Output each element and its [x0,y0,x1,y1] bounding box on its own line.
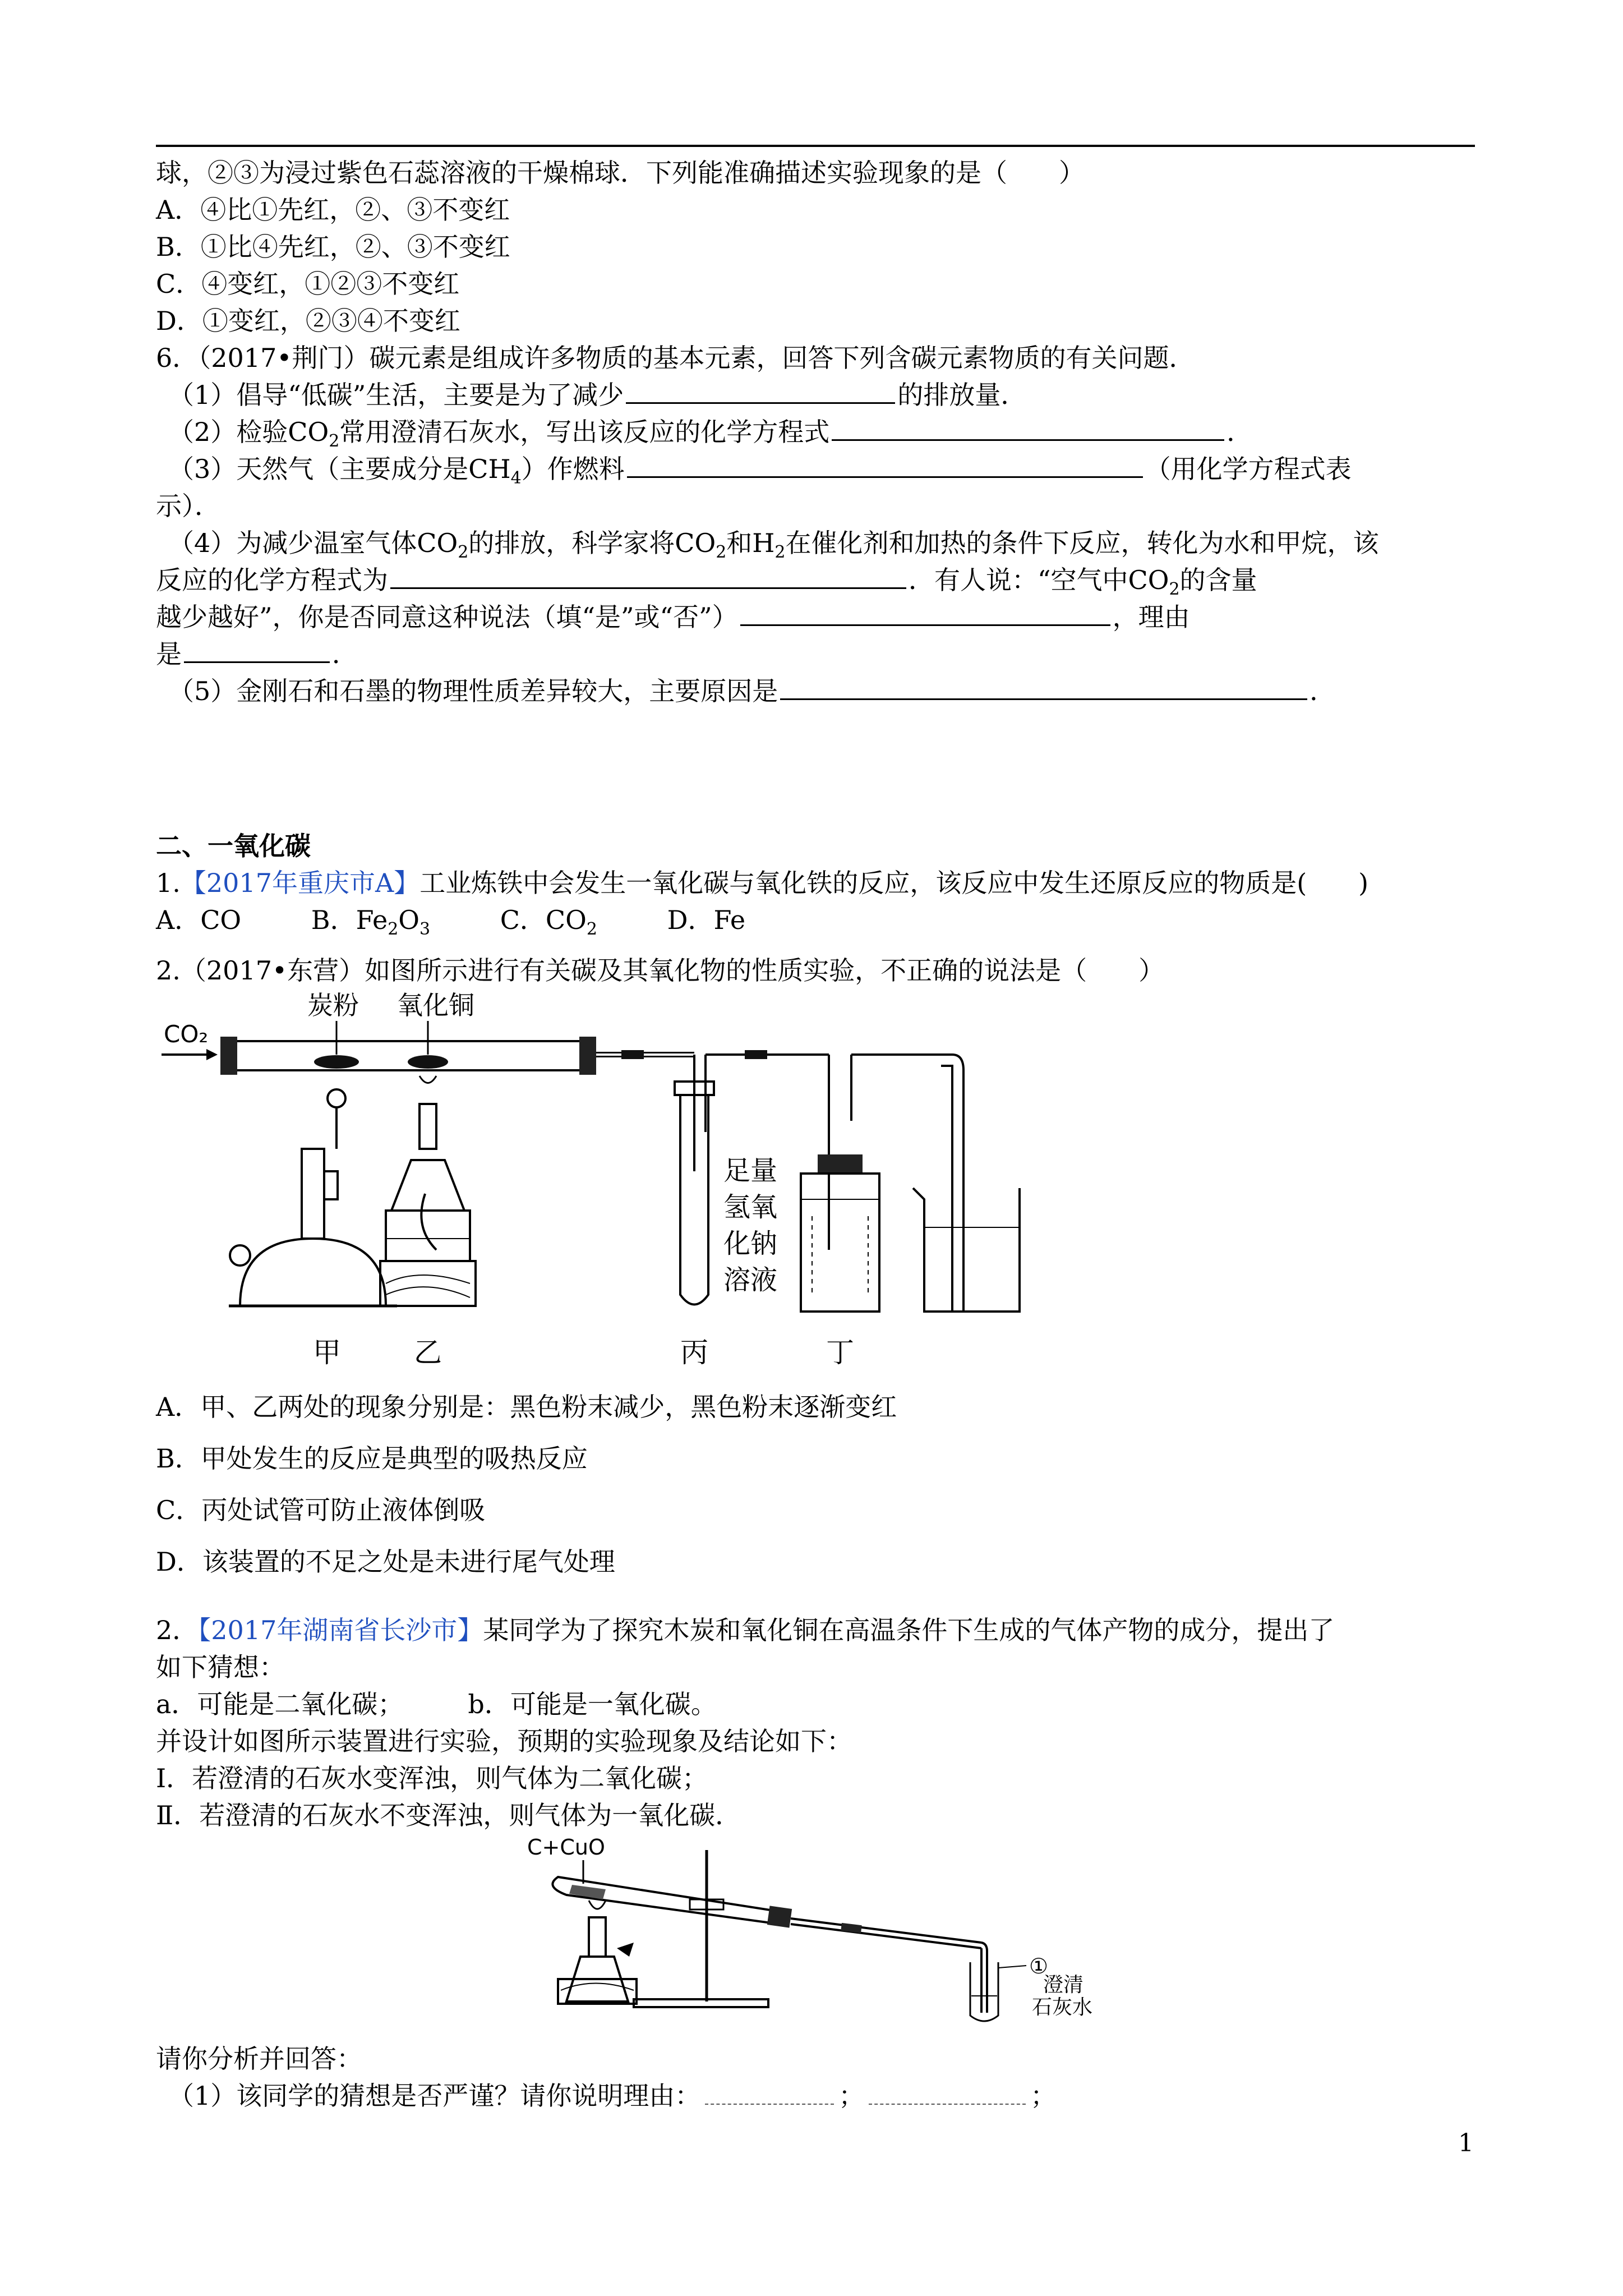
fig2-mark-1: ① [1029,1954,1049,1978]
co-q1-source: 【2017年重庆市A】 [180,868,420,898]
co-q1-option-b-text2: O [398,905,420,935]
q5-option-d: D．①变红，②③④不变红 [156,306,460,336]
q6-part4-text8: 越少越好”，你是否同意这种说法（填“是”或“否”） [156,602,738,632]
fig1-naoh-3: 化钠 [723,1228,778,1259]
answer-blank[interactable] [740,602,1110,626]
cs-q-part1-tail: ； [1030,2081,1057,2111]
cs-q-conclusion-1: Ⅰ．若澄清的石灰水变浑浊，则气体为二氧化碳； [156,1763,708,1793]
answer-blank[interactable] [869,2081,1026,2105]
q5-option-c: C．④变红，①②③不变红 [156,269,460,299]
fig1-label-jia: 甲 [313,1336,341,1369]
co-q1-option-b-text: B．Fe [311,905,388,935]
q6-part4-text7: 的含量 [1179,565,1257,595]
subscript: 2 [716,542,727,563]
cs-q-guess: a．可能是二氧化碳； b．可能是一氧化碳。 [156,1689,717,1719]
fig1-naoh-4: 溶液 [723,1264,778,1296]
fig2-reactant-label: C+CuO [527,1835,605,1860]
section-title: 二、一氧化碳 [156,831,311,861]
answer-blank[interactable] [184,639,330,663]
answer-blank[interactable] [626,380,895,404]
co-q1-option-b [311,905,431,940]
fig1-cuo-label: 氧化铜 [397,992,474,1020]
q6-part4-line3 [156,600,1190,634]
subscript: 2 [329,431,340,452]
fig1-naoh-1: 足量 [723,1155,778,1186]
cs-q-part1-sep: ； [838,2081,865,2111]
q5-option-b: B．①比④先红，②、③不变红 [156,232,510,262]
q6-part4-text4: 在催化剂和加热的条件下反应，转化为水和甲烷，该 [785,528,1379,558]
q6-part4-text10: 是 [156,639,182,669]
q6-part2-tail: ． [1227,417,1253,447]
co-q1-option-d: D．Fe [667,905,746,935]
answer-blank[interactable] [780,676,1307,700]
q6-part1-text: （1）倡导“低碳”生活，主要是为了减少 [168,380,624,410]
q6-part3-cont: 示）． [156,491,220,521]
apparatus-figure-1 [156,992,1031,1379]
q6-part3 [168,452,1352,495]
fig1-carbon-label: 炭粉 [307,992,359,1020]
q6-part2-text: （2）检验CO [168,417,329,447]
q6-part4-text5: 反应的化学方程式为 [156,565,388,595]
subscript: 2 [774,542,786,563]
answer-blank[interactable] [390,565,906,589]
answer-blank[interactable] [627,454,1143,478]
subscript: 2 [388,919,399,940]
q6-part4-tail: ． [332,639,358,669]
co-q1-option-c [500,905,597,940]
q6-part4-text9: ，理由 [1112,602,1190,632]
q6-part2-text2: 常用澄清石灰水，写出该反应的化学方程式 [339,417,830,447]
fig1-naoh-2: 氢氧 [723,1191,778,1223]
co-q1-stem [156,866,1368,900]
cs-q-part1-text: （1）该同学的猜想是否严谨？请你说明理由： [168,2081,701,2111]
co-q1-text: 工业炼铁中会发生一氧化碳与氧化铁的反应，该反应中发生还原反应的物质是( ) [419,868,1369,898]
q6-part5 [168,674,1335,708]
q6-part4-text3: 和H [726,528,775,558]
co-q2-option-b: B．甲处发生的反应是典型的吸热反应 [156,1443,588,1474]
co-q1-number: 1. [156,868,181,898]
subscript: 3 [419,919,431,940]
apparatus-figure-2 [505,1833,1166,2024]
co-q2-stem: 2.（2017•东营）如图所示进行有关碳及其氧化物的性质实验，不正确的说法是（ ） [156,955,1165,986]
q6-part4-text: （4）为减少温室气体CO [168,528,458,558]
fig1-label-yi: 乙 [414,1336,442,1369]
fig1-label-bing: 丙 [680,1336,708,1369]
answer-blank[interactable] [832,417,1224,441]
cs-q-design: 并设计如图所示装置进行实验，预期的实验现象及结论如下： [156,1726,852,1756]
fig2-lime-label-1: 澄清 [1043,1973,1084,1996]
subscript: 4 [510,468,522,489]
q6-part3-text2: ）作燃料 [521,454,625,484]
q6-part1 [168,378,1026,412]
page-number: 1 [1458,2129,1474,2157]
q6-part4-text6: ．有人说：“空气中CO [909,565,1169,595]
q6-part5-tail: ． [1310,676,1336,706]
co-q2-option-a: A．甲、乙两处的现象分别是：黑色粉末减少，黑色粉末逐渐变红 [156,1392,897,1422]
q5-stem: 球，②③为浸过紫色石蕊溶液的干燥棉球．下列能准确描述实验现象的是（ ） [156,158,1085,188]
q6-part4-text2: 的排放，科学家将CO [468,528,716,558]
q6-stem: 6．（2017•荆门）碳元素是组成许多物质的基本元素，回答下列含碳元素物质的有关问题． [156,343,1195,373]
fig1-label-ding: 丁 [826,1336,854,1369]
cs-q-part1 [168,2079,1056,2113]
q6-part1-tail: 的排放量． [897,380,1027,410]
cs-q-ask: 请你分析并回答： [156,2044,362,2074]
top-rule [156,145,1475,147]
fig2-lime-label-2: 石灰水 [1032,1996,1093,2019]
co-q1-option-a: A．CO [156,905,242,935]
subscript: 2 [586,919,597,940]
q5-option-a: A．④比①先红，②、③不变红 [156,195,510,225]
subscript: 2 [1169,579,1180,600]
q6-part3-text: （3）天然气（主要成分是CH [168,454,511,484]
cs-q-text: 某同学为了探究木炭和氧化铜在高温条件下生成的气体产物的成分，提出了 [483,1615,1335,1645]
cs-q-source: 【2017年湖南省长沙市】 [198,1615,483,1645]
cs-q-conclusion-2: Ⅱ．若澄清的石灰水不变浑浊，则气体为一氧化碳． [156,1800,741,1830]
q6-part5-text: （5）金刚石和石墨的物理性质差异较大，主要原因是 [168,676,778,706]
co-q1-options [156,903,745,946]
q6-part4-line4 [156,637,358,671]
co-q2-option-c: C．丙处试管可防止液体倒吸 [156,1495,486,1525]
co-q2-option-d: D．该装置的不足之处是未进行尾气处理 [156,1547,615,1577]
co-q1-option-c-text: C．CO [500,905,587,935]
answer-blank[interactable] [705,2081,834,2105]
q6-part3-tail: （用化学方程式表 [1145,454,1352,484]
cs-q-stem-cont: 如下猜想： [156,1652,285,1682]
subscript: 2 [458,542,469,563]
cs-q-stem [156,1613,1334,1647]
fig1-co2-label: CO₂ [164,1020,209,1048]
cs-q-number: 2． [156,1615,199,1645]
